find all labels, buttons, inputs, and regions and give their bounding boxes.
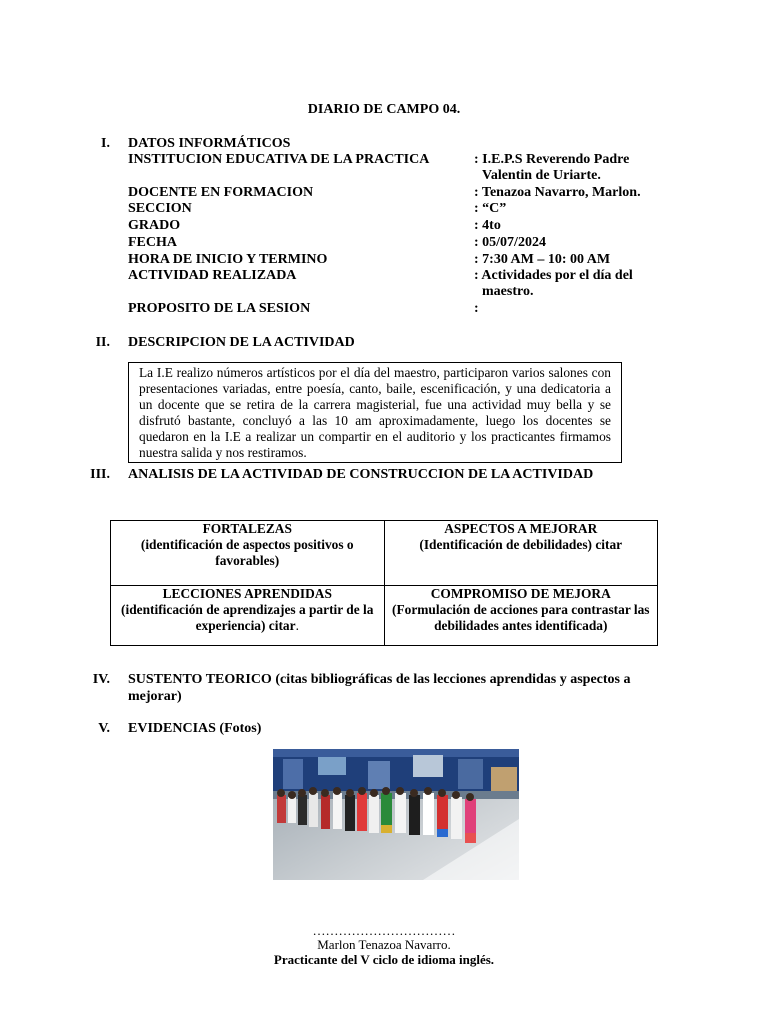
info-value: : 05/07/2024	[474, 235, 546, 250]
section-heading-evidencias: EVIDENCIAS (Fotos)	[128, 721, 262, 736]
evidence-photo-image	[273, 749, 519, 880]
cell-aspectos-a-mejorar	[384, 521, 658, 586]
info-value: : 4to	[474, 218, 501, 233]
info-value: :	[474, 301, 479, 316]
cell-title: FORTALEZAS	[202, 521, 292, 536]
info-label: HORA DE INICIO Y TERMINO	[128, 252, 328, 267]
section-number-1: I.	[101, 136, 110, 151]
section-heading-analisis: ANALISIS DE LA ACTIVIDAD DE CONSTRUCCION DE LA ACTIVIDAD	[128, 467, 594, 482]
section-number-3: III.	[90, 467, 110, 482]
info-value: : 7:30 AM – 10: 00 AM	[474, 252, 611, 267]
section-heading-sustento: SUSTENTO TEORICO (citas bibliográficas de las lecciones aprendidas y aspectos a	[128, 672, 631, 687]
info-row-grado	[128, 218, 668, 235]
table-row	[111, 521, 658, 586]
section-number-2: II.	[95, 335, 110, 350]
signature-role: Practicante del V ciclo de idioma inglés.	[273, 952, 495, 967]
signature-line: ……………………………	[312, 923, 456, 938]
info-label: FECHA	[128, 235, 177, 250]
info-row-hora	[128, 252, 668, 269]
cell-lecciones-aprendidas	[111, 586, 385, 646]
cell-title: LECCIONES APRENDIDAS	[162, 586, 332, 601]
evidence-photo	[273, 749, 519, 880]
info-label: SECCION	[128, 201, 192, 216]
section-heading-sustento-cont: mejorar)	[128, 689, 182, 704]
table-row	[111, 586, 658, 646]
info-row-proposito	[128, 301, 668, 318]
section-number-4: IV.	[92, 672, 110, 687]
signature-name: Marlon Tenazoa Navarro.	[317, 937, 451, 952]
activity-description: La I.E realizo números artísticos por el día del maestro, participaron varios salones con presentaciones variadas, entre poesía, canto, baile, escenificación, y una dedicatoria a un docente que se retira de la carrera magisterial, fue una actividad muy bella y se disfrutó bastante, concluyó a las 10 am aproximadamente, luego los docentes se quedaron en la I.E a realizar un compartir en el auditorio y los practicantes firmamos nuestra salida y nos restiramos.	[128, 362, 622, 463]
cell-subtitle-wrap	[115, 602, 380, 634]
section-heading-descripcion: DESCRIPCION DE LA ACTIVIDAD	[128, 335, 355, 350]
section-heading-datos: DATOS INFORMÁTICOS	[128, 136, 291, 151]
info-row-seccion	[128, 201, 668, 218]
info-label: GRADO	[128, 218, 181, 233]
info-value: : Tenazoa Navarro, Marlon.	[474, 185, 641, 200]
cell-subtitle: (Formulación de acciones para contrastar las debilidades antes identificada)	[392, 602, 650, 633]
cell-fortalezas	[111, 521, 385, 586]
info-row-institucion	[128, 152, 668, 183]
info-value: : Actividades por el día del	[474, 268, 633, 283]
cell-subtitle: (identificación de aprendizajes a partir de la experiencia) citar	[121, 602, 374, 633]
cell-subtitle: (Identificación de debilidades) citar	[419, 537, 623, 552]
info-value: : “C”	[474, 201, 507, 216]
info-row-actividad	[128, 268, 668, 299]
document-title: DIARIO DE CAMPO 04.	[307, 102, 461, 117]
info-label: ACTIVIDAD REALIZADA	[128, 268, 297, 283]
info-value-continuation: Valentin de Uriarte.	[482, 168, 601, 183]
cell-compromiso-de-mejora	[384, 586, 658, 646]
cell-subtitle: (identificación de aspectos positivos o favorables)	[140, 537, 354, 568]
cell-title: ASPECTOS A MEJORAR	[444, 521, 598, 536]
info-row-docente	[128, 185, 668, 202]
cell-subtitle-tail: .	[295, 618, 299, 633]
info-row-fecha	[128, 235, 668, 252]
section-number-5: V.	[98, 721, 110, 736]
info-label: DOCENTE EN FORMACION	[128, 185, 314, 200]
cell-title: COMPROMISO DE MEJORA	[430, 586, 611, 601]
analysis-table	[110, 520, 658, 646]
info-label: INSTITUCION EDUCATIVA DE LA PRACTICA	[128, 152, 430, 167]
info-value: : I.E.P.S Reverendo Padre	[474, 152, 630, 167]
info-label: PROPOSITO DE LA SESION	[128, 301, 311, 316]
info-value-continuation: maestro.	[482, 284, 534, 299]
